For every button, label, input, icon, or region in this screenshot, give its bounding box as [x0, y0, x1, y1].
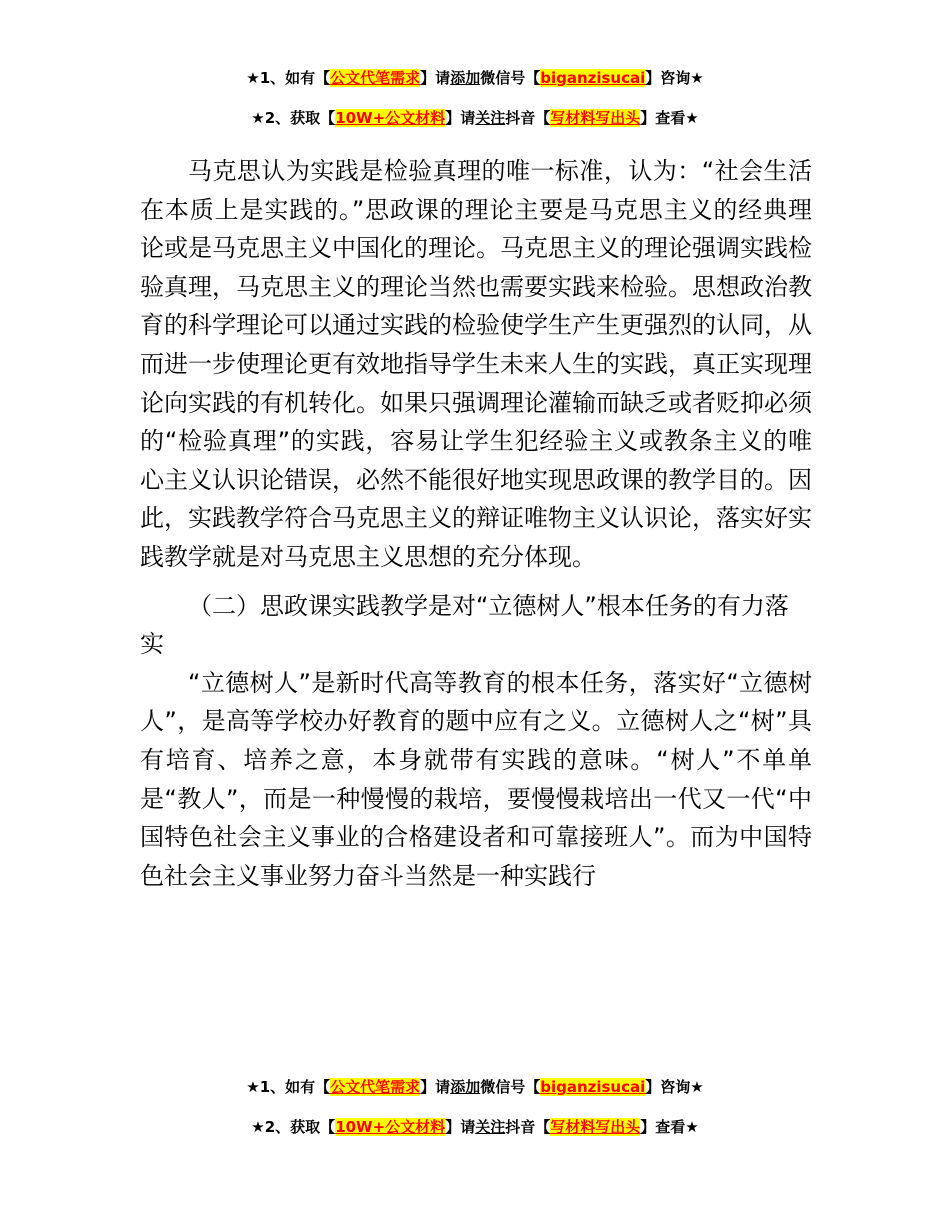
- header-add-emphasis: 添加: [450, 69, 481, 87]
- header-line1-suffix: 】咨询★: [645, 69, 704, 87]
- footer-materials-highlight: 10W+公文材料: [335, 1118, 446, 1136]
- header-service-highlight: 公文代笔需求: [330, 69, 421, 87]
- header-line2-prefix: ★2、获取【: [251, 109, 336, 127]
- header-line2-text: 】请: [445, 109, 476, 127]
- footer-douyin-account: 写材料写出头: [550, 1118, 641, 1136]
- footer-line2-suffix: 】查看★: [640, 1118, 699, 1136]
- footer-line1-text: 】请: [420, 1078, 451, 1096]
- footer-line1-suffix: 】咨询★: [645, 1078, 704, 1096]
- header-line1-prefix: ★1、如有【: [246, 69, 331, 87]
- footer-follow-emphasis: 关注: [475, 1118, 506, 1136]
- footer-line1-prefix: ★1、如有【: [246, 1078, 331, 1096]
- header-douyin-account: 写材料写出头: [550, 109, 641, 127]
- footer-ad-line-2: [0, 1117, 950, 1137]
- header-materials-highlight: 10W+公文材料: [335, 109, 446, 127]
- footer-line1-wechat-label: 微信号【: [480, 1078, 541, 1096]
- footer-add-emphasis: 添加: [450, 1078, 481, 1096]
- header-line1-text: 】请: [420, 69, 451, 87]
- header-line2-suffix: 】查看★: [640, 109, 699, 127]
- section-heading: （二）思政课实践教学是对“立德树人”根本任务的有力落实: [140, 591, 789, 659]
- paragraph-practice-truth: 马克思认为实践是检验真理的唯一标准，认为：“社会生活在本质上是实践的。”思政课的理论主要是马克思主义的经典理论或是马克思主义中国化的理论。马克思主义的理论强调实践检验真理，马克思主义的理论当然也需要实践来检验。思想政治教育的科学理论可以通过实践的检验使学生产生更强烈的认同，从而进一步使理论更有效地指导学生未来人生的实践，真正实现理论向实践的有机转化。如果只强调理论灌输而缺乏或者贬抑必须的“检验真理”的实践，容易让学生犯经验主义或教条主义的唯心主义认识论错误，必然不能很好地实现思政课的教学目的。因此，实践教学符合马克思主义的辩证唯物主义认识论，落实好实践教学就是对马克思主义思想的充分体现。: [140, 157, 812, 571]
- footer-ad-line-1: [0, 1077, 950, 1097]
- header-wechat-id: biganzisucai: [540, 69, 646, 87]
- header-ad-line-1: [0, 68, 950, 88]
- header-line2-douyin-label: 抖音【: [505, 109, 551, 127]
- footer-line2-text: 】请: [445, 1118, 476, 1136]
- document-body: [140, 152, 812, 895]
- footer-line2-douyin-label: 抖音【: [505, 1118, 551, 1136]
- header-ad-line-2: [0, 108, 950, 128]
- footer-service-highlight: 公文代笔需求: [330, 1078, 421, 1096]
- paragraph-lide-shuren: “立德树人”是新时代高等教育的根本任务，落实好“立德树人”，是高等学校办好教育的题中应有之义。立德树人之“树”具有培育、培养之意，本身就带有实践的意味。“树人”不单单是“教人”，而是一种慢慢的栽培，要慢慢栽培出一代又一代“中国特色社会主义事业的合格建设者和可靠接班人”。而为中国特色社会主义事业努力奋斗当然是一种实践行: [140, 668, 812, 890]
- footer-wechat-id: biganzisucai: [540, 1078, 646, 1096]
- header-follow-emphasis: 关注: [475, 109, 506, 127]
- header-line1-wechat-label: 微信号【: [480, 69, 541, 87]
- footer-line2-prefix: ★2、获取【: [251, 1118, 336, 1136]
